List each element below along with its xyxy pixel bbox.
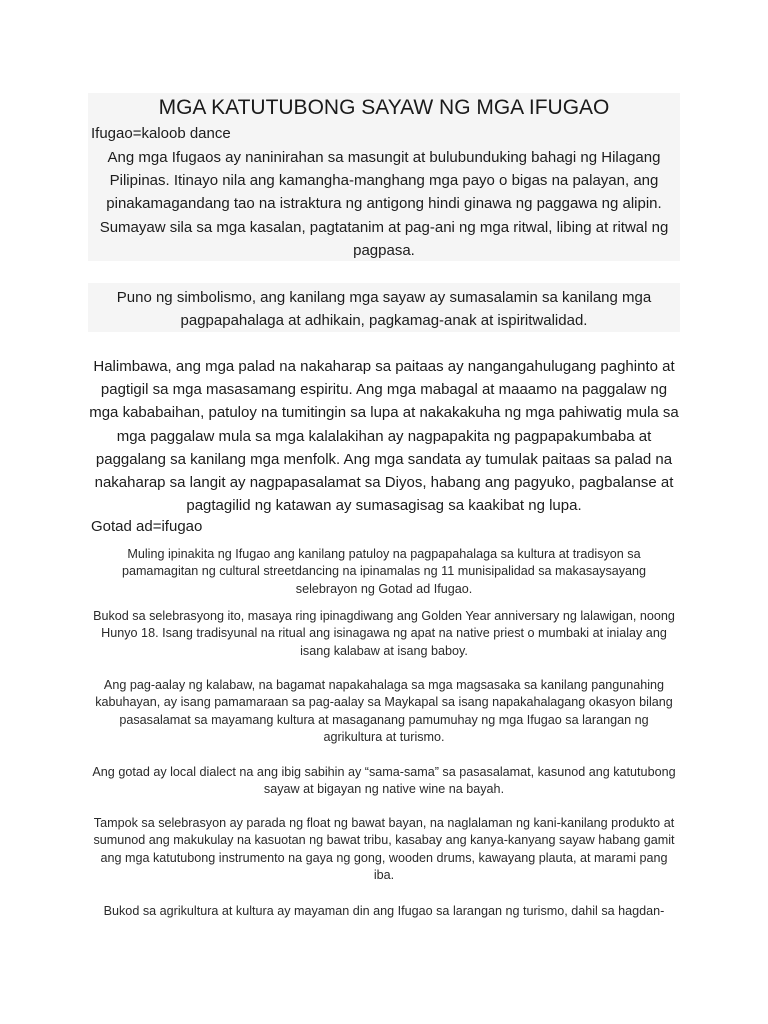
article-paragraph-1: Muling ipinakita ng Ifugao ang kanilang patuloy na pagpapahalaga sa kultura at tradisyon sa pamamagitan ng cultural streetdancing na ipinamalas ng 11 munisipalidad sa makasaysayang selebrayon ng Gotad ad Ifugao. (121, 547, 647, 596)
article-paragraph-5: Tampok sa selebrasyon ay parada ng float ng bawat bayan, na naglalaman ng kani-kanilang produkto at sumunod ang makukulay na kasuotan ng bawat tribu, kasabay ang kanya-kanyang sayaw habang gamit ang mga katutubong instrumento na gaya ng gong, wooden drums, kawayang plauta, at marami pang iba. (93, 816, 675, 883)
example-paragraph: Halimbawa, ang mga palad na nakaharap sa paitaas ay nangangahulugang paghinto at pagtigil sa mga masasamang espiritu. Ang mga mabagal at maaamo na paggalaw ng mga kababaihan, patuloy na tumitingin sa lupa at nakakakuha ng mga pahiwatig mula sa mga paggalaw mula sa mga kalalakihan ay nagpapakita ng pagpapakumbaba at paggalang sa kanilang mga menfolk. Ang mga sandata ay tumulak paitaas sa palad na nakaharap sa langit ay nagpapasalamat sa Diyos, habang ang pagyuko, pagbalanse at pagtagilid ng katawan ay sumasagisag sa kaakibat ng lupa. (89, 358, 679, 515)
header-section (88, 93, 680, 261)
article-paragraph-2: Bukod sa selebrasyong ito, masaya ring ipinagdiwang ang Golden Year anniversary ng lalawigan, noong Hunyo 18. Isang tradisyunal na ritual ang isinagawa ng apat na native priest o mumbaki at inialay ang isang kalabaw at isang baboy. (93, 609, 675, 658)
article-paragraph-3: Ang pag-aalay ng kalabaw, na bagamat napakahalaga sa mga magsasaka sa kanilang pangunahing kabuhayan, ay isang pamamaraan sa pag-aalay sa Maykapal sa isang napakahalagang okasyon bilang pasasalamat sa mayamang kultura at masaganang pamumuhay ng mga Ifugao sa larangan ng agrikultura at turismo. (95, 678, 673, 745)
article-paragraph-6: Bukod sa agrikultura at kultura ay mayaman din ang Ifugao sa larangan ng turismo, dahil sa hagdan- (103, 904, 665, 918)
document-title: MGA KATUTUBONG SAYAW NG MGA IFUGAO (158, 96, 610, 119)
symbolism-paragraph: Puno ng simbolismo, ang kanilang mga sayaw ay sumasalamin sa kanilang mga pagpapahalaga at adhikain, pagkamag-anak at ispiritwalidad. (116, 289, 652, 330)
section-label-gotad: Gotad ad=ifugao (91, 518, 203, 535)
intro-paragraph: Ang mga Ifugaos ay naninirahan sa masungit at bulubunduking bahagi ng Hilagang Pilipinas. Itinayo nila ang kamangha-manghang mga payo o bigas na palayan, ang pinakamagandang tao na istraktura ng antigong hindi ginawa ng paggawa ng alipin. Sumayaw sila sa mga kasalan, pagtatanim at pag-ani ng mga ritwal, libing at ritwal ng pagpasa. (99, 149, 669, 259)
section-label-kaloob: Ifugao=kaloob dance (91, 125, 231, 142)
symbolism-section (88, 283, 680, 332)
article-paragraph-4: Ang gotad ay local dialect na ang ibig sabihin ay “sama-sama” sa pasasalamat, kasunod ang katutubong sayaw at bigayan ng native wine na bayah. (92, 765, 676, 797)
